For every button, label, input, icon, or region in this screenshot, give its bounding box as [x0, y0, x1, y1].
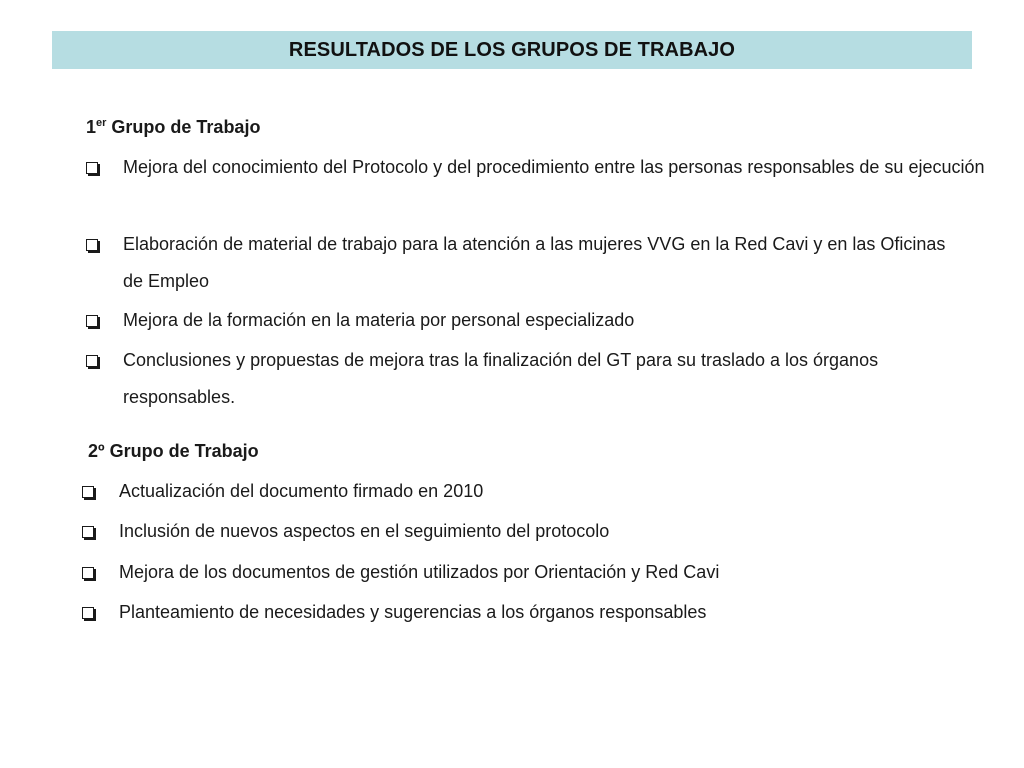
group1-list-item	[86, 302, 986, 339]
checkbox-bullet-icon	[86, 355, 98, 367]
group2-item-text: Planteamiento de necesidades y sugerencias a los órganos responsables	[119, 602, 707, 622]
group1-item-text: Elaboración de material de trabajo para la atención a las mujeres VVG en la Red Cavi y en las Oficinas de Empleo	[123, 234, 946, 291]
group1-heading-number: 1	[86, 117, 97, 137]
group1-item-text: Mejora del conocimiento del Protocolo y del procedimiento entre las personas responsables de su ejecución	[123, 157, 985, 177]
group1-list-item	[86, 342, 986, 416]
group2-list-item	[82, 554, 982, 591]
group1-heading-ordinal: er	[96, 117, 107, 129]
group2-item-text: Actualización del documento firmado en 2010	[119, 481, 484, 501]
group1-item-text: Conclusiones y propuestas de mejora tras la finalización del GT para su traslado a los órganos responsables.	[123, 350, 879, 407]
checkbox-bullet-icon	[82, 607, 94, 619]
group2-item-text: Mejora de los documentos de gestión utilizados por Orientación y Red Cavi	[119, 562, 720, 582]
group2-list-item	[82, 513, 982, 550]
checkbox-bullet-icon	[86, 162, 98, 174]
page-title: RESULTADOS DE LOS GRUPOS DE TRABAJO	[288, 38, 736, 61]
checkbox-bullet-icon	[82, 567, 94, 579]
group1-list-item	[86, 149, 986, 223]
title-banner	[52, 31, 972, 69]
group2-list-item	[82, 594, 982, 631]
group1-heading	[86, 117, 260, 138]
checkbox-bullet-icon	[82, 526, 94, 538]
group2-list-item	[82, 473, 982, 510]
group1-heading-text: Grupo de Trabajo	[106, 117, 261, 137]
group2-heading: 2º Grupo de Trabajo	[88, 441, 259, 461]
checkbox-bullet-icon	[86, 239, 98, 251]
checkbox-bullet-icon	[86, 315, 98, 327]
group2-item-text: Inclusión de nuevos aspectos en el seguimiento del protocolo	[119, 521, 610, 541]
group1-item-text: Mejora de la formación en la materia por personal especializado	[123, 310, 635, 330]
group1-list-item	[86, 226, 986, 300]
checkbox-bullet-icon	[82, 486, 94, 498]
